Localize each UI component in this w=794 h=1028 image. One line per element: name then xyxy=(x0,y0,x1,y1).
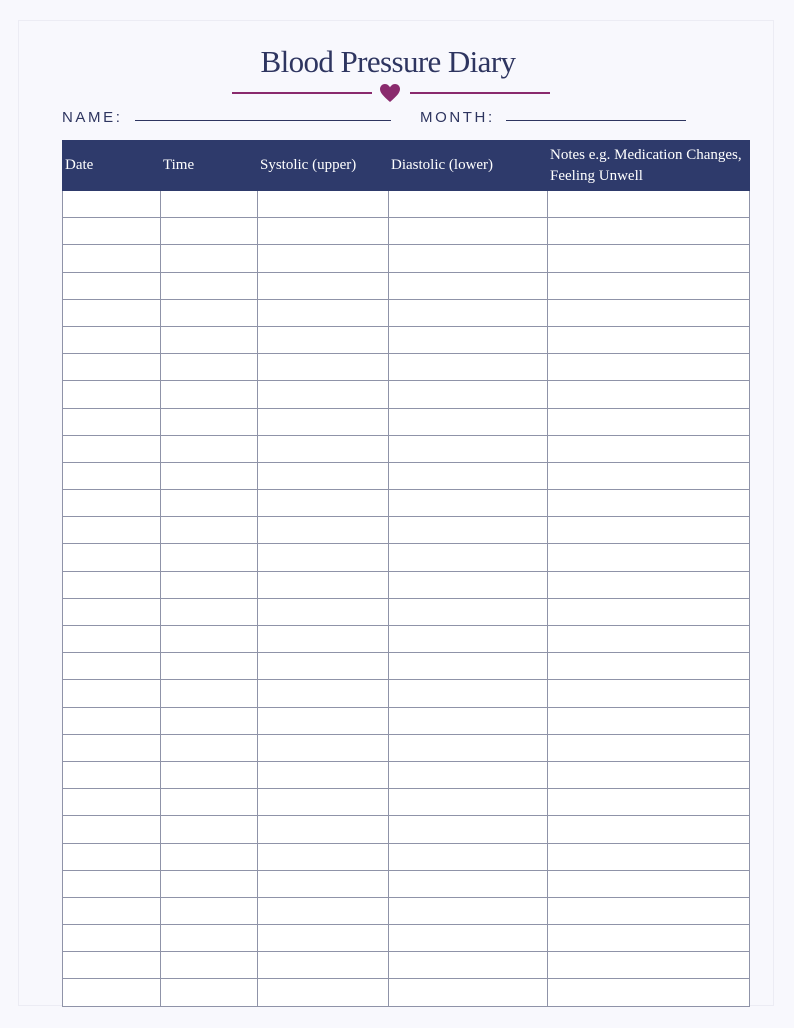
time-cell[interactable] xyxy=(161,734,258,761)
notes-cell[interactable] xyxy=(548,272,750,299)
notes-cell[interactable] xyxy=(548,381,750,408)
date-cell[interactable] xyxy=(63,381,161,408)
month-label: MONTH: xyxy=(420,109,495,126)
systolic-cell[interactable] xyxy=(258,571,389,598)
systolic-cell[interactable] xyxy=(258,218,389,245)
diastolic-cell[interactable] xyxy=(389,598,548,625)
notes-cell[interactable] xyxy=(548,870,750,897)
time-cell[interactable] xyxy=(161,816,258,843)
table-row xyxy=(63,354,750,381)
name-field[interactable] xyxy=(135,120,391,121)
table-row xyxy=(63,435,750,462)
date-cell[interactable] xyxy=(63,544,161,571)
time-cell[interactable] xyxy=(161,354,258,381)
time-cell[interactable] xyxy=(161,843,258,870)
table-row xyxy=(63,952,750,979)
time-cell[interactable] xyxy=(161,435,258,462)
systolic-cell[interactable] xyxy=(258,979,389,1006)
table-row xyxy=(63,490,750,517)
table-row xyxy=(63,789,750,816)
time-cell[interactable] xyxy=(161,381,258,408)
diastolic-cell[interactable] xyxy=(389,979,548,1006)
date-cell[interactable] xyxy=(63,707,161,734)
diastolic-cell[interactable] xyxy=(389,707,548,734)
systolic-cell[interactable] xyxy=(258,598,389,625)
diastolic-cell[interactable] xyxy=(389,897,548,924)
date-cell[interactable] xyxy=(63,245,161,272)
notes-cell[interactable] xyxy=(548,897,750,924)
diastolic-cell[interactable] xyxy=(389,490,548,517)
time-cell[interactable] xyxy=(161,191,258,218)
systolic-cell[interactable] xyxy=(258,952,389,979)
month-field[interactable] xyxy=(506,120,686,121)
date-cell[interactable] xyxy=(63,816,161,843)
time-cell[interactable] xyxy=(161,218,258,245)
date-cell[interactable] xyxy=(63,354,161,381)
table-body xyxy=(63,191,750,1007)
systolic-cell[interactable] xyxy=(258,789,389,816)
date-cell[interactable] xyxy=(63,626,161,653)
diastolic-cell[interactable] xyxy=(389,462,548,489)
table-row xyxy=(63,462,750,489)
notes-cell[interactable] xyxy=(548,626,750,653)
diary-table xyxy=(62,140,750,1007)
systolic-cell[interactable] xyxy=(258,326,389,353)
notes-cell[interactable] xyxy=(548,435,750,462)
notes-cell[interactable] xyxy=(548,598,750,625)
date-cell[interactable] xyxy=(63,734,161,761)
diastolic-cell[interactable] xyxy=(389,408,548,435)
diastolic-cell[interactable] xyxy=(389,680,548,707)
date-cell[interactable] xyxy=(63,571,161,598)
time-cell[interactable] xyxy=(161,490,258,517)
date-cell[interactable] xyxy=(63,870,161,897)
divider-line-left xyxy=(232,92,372,94)
date-cell[interactable] xyxy=(63,653,161,680)
diastolic-cell[interactable] xyxy=(389,381,548,408)
title-divider xyxy=(232,83,550,103)
notes-cell[interactable] xyxy=(548,979,750,1006)
time-cell[interactable] xyxy=(161,979,258,1006)
notes-cell[interactable] xyxy=(548,544,750,571)
time-cell[interactable] xyxy=(161,544,258,571)
time-cell[interactable] xyxy=(161,571,258,598)
diastolic-cell[interactable] xyxy=(389,245,548,272)
notes-cell[interactable] xyxy=(548,653,750,680)
diastolic-cell[interactable] xyxy=(389,870,548,897)
date-cell[interactable] xyxy=(63,843,161,870)
date-cell[interactable] xyxy=(63,897,161,924)
systolic-cell[interactable] xyxy=(258,354,389,381)
diastolic-cell[interactable] xyxy=(389,843,548,870)
table-row xyxy=(63,218,750,245)
diastolic-cell[interactable] xyxy=(389,218,548,245)
table-row xyxy=(63,626,750,653)
time-cell[interactable] xyxy=(161,598,258,625)
diastolic-cell[interactable] xyxy=(389,544,548,571)
diastolic-cell[interactable] xyxy=(389,734,548,761)
date-cell[interactable] xyxy=(63,218,161,245)
systolic-cell[interactable] xyxy=(258,245,389,272)
column-header-time: Time xyxy=(161,141,258,191)
date-cell[interactable] xyxy=(63,761,161,788)
time-cell[interactable] xyxy=(161,707,258,734)
systolic-cell[interactable] xyxy=(258,408,389,435)
systolic-cell[interactable] xyxy=(258,462,389,489)
diastolic-cell[interactable] xyxy=(389,816,548,843)
table-row xyxy=(63,272,750,299)
diastolic-cell[interactable] xyxy=(389,435,548,462)
systolic-cell[interactable] xyxy=(258,761,389,788)
systolic-cell[interactable] xyxy=(258,272,389,299)
systolic-cell[interactable] xyxy=(258,435,389,462)
date-cell[interactable] xyxy=(63,408,161,435)
notes-cell[interactable] xyxy=(548,680,750,707)
notes-cell[interactable] xyxy=(548,191,750,218)
table-row xyxy=(63,734,750,761)
table-header-row xyxy=(63,141,750,191)
table-row xyxy=(63,925,750,952)
systolic-cell[interactable] xyxy=(258,653,389,680)
table-row xyxy=(63,653,750,680)
notes-cell[interactable] xyxy=(548,761,750,788)
table-row xyxy=(63,408,750,435)
diastolic-cell[interactable] xyxy=(389,517,548,544)
time-cell[interactable] xyxy=(161,245,258,272)
date-cell[interactable] xyxy=(63,326,161,353)
date-cell[interactable] xyxy=(63,952,161,979)
diastolic-cell[interactable] xyxy=(389,354,548,381)
page-title: Blood Pressure Diary xyxy=(260,44,516,79)
systolic-cell[interactable] xyxy=(258,897,389,924)
time-cell[interactable] xyxy=(161,653,258,680)
systolic-cell[interactable] xyxy=(258,707,389,734)
table-row xyxy=(63,761,750,788)
systolic-cell[interactable] xyxy=(258,843,389,870)
time-cell[interactable] xyxy=(161,870,258,897)
diastolic-cell[interactable] xyxy=(389,191,548,218)
column-header-date: Date xyxy=(63,141,161,191)
systolic-cell[interactable] xyxy=(258,299,389,326)
date-cell[interactable] xyxy=(63,925,161,952)
systolic-cell[interactable] xyxy=(258,517,389,544)
systolic-cell[interactable] xyxy=(258,381,389,408)
date-cell[interactable] xyxy=(63,299,161,326)
heart-icon xyxy=(379,83,401,103)
table-row xyxy=(63,245,750,272)
diastolic-cell[interactable] xyxy=(389,789,548,816)
notes-cell[interactable] xyxy=(548,843,750,870)
time-cell[interactable] xyxy=(161,408,258,435)
notes-cell[interactable] xyxy=(548,218,750,245)
date-cell[interactable] xyxy=(63,598,161,625)
notes-cell[interactable] xyxy=(548,245,750,272)
systolic-cell[interactable] xyxy=(258,490,389,517)
diastolic-cell[interactable] xyxy=(389,653,548,680)
notes-cell[interactable] xyxy=(548,734,750,761)
notes-cell[interactable] xyxy=(548,816,750,843)
notes-cell[interactable] xyxy=(548,571,750,598)
notes-cell[interactable] xyxy=(548,925,750,952)
time-cell[interactable] xyxy=(161,952,258,979)
date-cell[interactable] xyxy=(63,272,161,299)
time-cell[interactable] xyxy=(161,299,258,326)
table-row xyxy=(63,843,750,870)
table-row xyxy=(63,979,750,1006)
diastolic-cell[interactable] xyxy=(389,925,548,952)
time-cell[interactable] xyxy=(161,517,258,544)
diastolic-cell[interactable] xyxy=(389,761,548,788)
column-header-diastolic: Diastolic (lower) xyxy=(389,141,548,191)
table-row xyxy=(63,517,750,544)
systolic-cell[interactable] xyxy=(258,870,389,897)
systolic-cell[interactable] xyxy=(258,680,389,707)
systolic-cell[interactable] xyxy=(258,191,389,218)
table-row xyxy=(63,299,750,326)
notes-cell[interactable] xyxy=(548,707,750,734)
diastolic-cell[interactable] xyxy=(389,626,548,653)
diastolic-cell[interactable] xyxy=(389,571,548,598)
date-cell[interactable] xyxy=(63,191,161,218)
diastolic-cell[interactable] xyxy=(389,299,548,326)
notes-cell[interactable] xyxy=(548,462,750,489)
systolic-cell[interactable] xyxy=(258,544,389,571)
notes-cell[interactable] xyxy=(548,789,750,816)
time-cell[interactable] xyxy=(161,462,258,489)
table-row xyxy=(63,544,750,571)
notes-cell[interactable] xyxy=(548,299,750,326)
notes-cell[interactable] xyxy=(548,490,750,517)
time-cell[interactable] xyxy=(161,925,258,952)
systolic-cell[interactable] xyxy=(258,816,389,843)
table-row xyxy=(63,571,750,598)
table-row xyxy=(63,816,750,843)
table-row xyxy=(63,598,750,625)
time-cell[interactable] xyxy=(161,326,258,353)
time-cell[interactable] xyxy=(161,272,258,299)
date-cell[interactable] xyxy=(63,462,161,489)
column-header-notes: Notes e.g. Medication Changes, Feeling Unwell xyxy=(548,141,750,191)
notes-cell[interactable] xyxy=(548,326,750,353)
systolic-cell[interactable] xyxy=(258,626,389,653)
date-cell[interactable] xyxy=(63,517,161,544)
table-row xyxy=(63,326,750,353)
time-cell[interactable] xyxy=(161,761,258,788)
divider-line-right xyxy=(410,92,550,94)
date-cell[interactable] xyxy=(63,680,161,707)
notes-cell[interactable] xyxy=(548,408,750,435)
time-cell[interactable] xyxy=(161,626,258,653)
time-cell[interactable] xyxy=(161,789,258,816)
notes-cell[interactable] xyxy=(548,952,750,979)
date-cell[interactable] xyxy=(63,789,161,816)
table-row xyxy=(63,381,750,408)
date-cell[interactable] xyxy=(63,979,161,1006)
table-row xyxy=(63,707,750,734)
table-row xyxy=(63,680,750,707)
diastolic-cell[interactable] xyxy=(389,326,548,353)
date-cell[interactable] xyxy=(63,490,161,517)
time-cell[interactable] xyxy=(161,897,258,924)
notes-cell[interactable] xyxy=(548,354,750,381)
table-row xyxy=(63,897,750,924)
time-cell[interactable] xyxy=(161,680,258,707)
systolic-cell[interactable] xyxy=(258,734,389,761)
notes-cell[interactable] xyxy=(548,517,750,544)
table-row xyxy=(63,191,750,218)
table-row xyxy=(63,870,750,897)
date-cell[interactable] xyxy=(63,435,161,462)
name-label: NAME: xyxy=(62,109,123,126)
systolic-cell[interactable] xyxy=(258,925,389,952)
diastolic-cell[interactable] xyxy=(389,952,548,979)
diastolic-cell[interactable] xyxy=(389,272,548,299)
column-header-systolic: Systolic (upper) xyxy=(258,141,389,191)
